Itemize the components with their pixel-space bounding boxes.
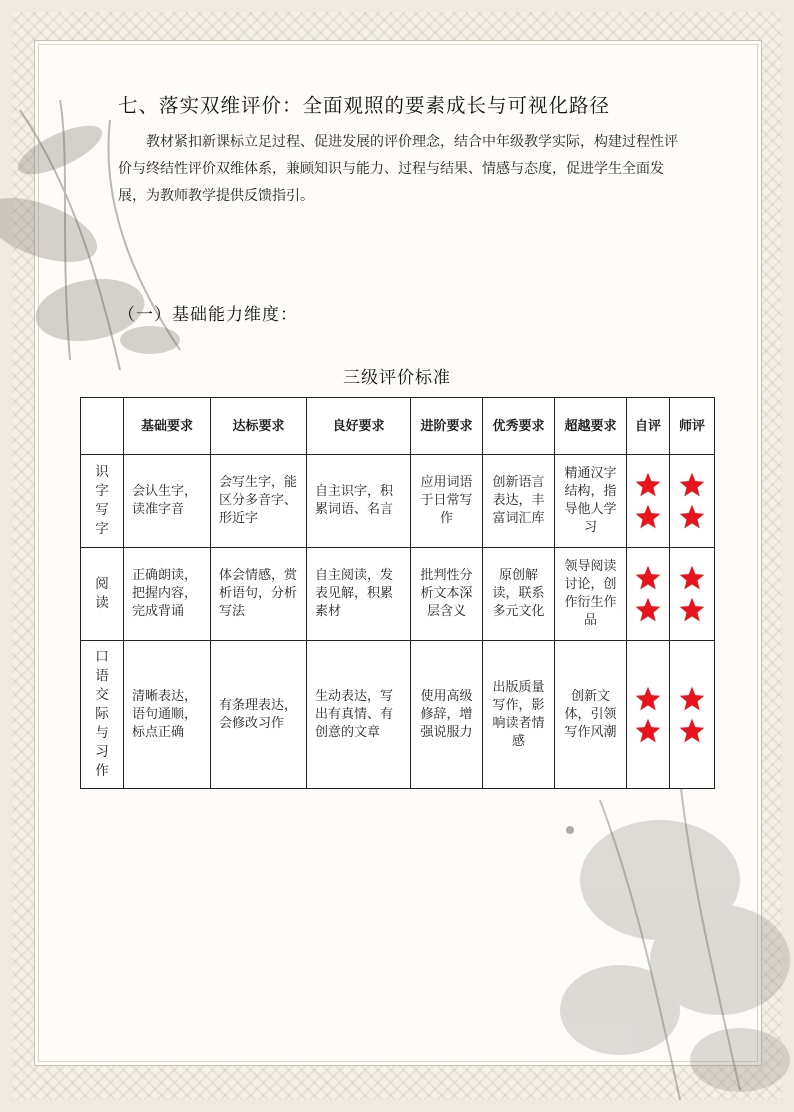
criteria-excellent: 创新语言表达，丰富词汇库 [483, 455, 555, 548]
header-teacher-eval: 师评 [670, 398, 715, 455]
criteria-advanced: 批判性分析文本深层含义 [411, 548, 483, 641]
star-rating [627, 685, 669, 745]
criteria-excellent: 出版质量写作，影响读者情感 [483, 641, 555, 789]
criteria-good: 自主识字，积累词语、名言 [307, 455, 411, 548]
dimension-label: 阅 读 [81, 548, 124, 641]
header-advanced: 进阶要求 [411, 398, 483, 455]
teacher-eval-rating [670, 641, 715, 789]
star-rating [627, 471, 669, 531]
star-icon [634, 471, 662, 499]
star-icon [634, 503, 662, 531]
star-icon [634, 685, 662, 713]
evaluation-table [80, 397, 715, 789]
criteria-beyond: 创新文体，引领写作风潮 [555, 641, 627, 789]
header-beyond: 超越要求 [555, 398, 627, 455]
criteria-good: 生动表达，写出有真情、有创意的文章 [307, 641, 411, 789]
star-icon [678, 685, 706, 713]
table-row [81, 641, 715, 789]
star-icon [634, 717, 662, 745]
self-eval-rating [627, 641, 670, 789]
intro-paragraph: 教材紧扣新课标立足过程、促进发展的评价理念，结合中年级教学实际，构建过程性评价与终结性评价双维体系，兼顾知识与能力、过程与结果、情感与态度，促进学生全面发展，为教师教学提供反馈指引。 [118, 134, 678, 204]
star-rating [670, 564, 714, 624]
criteria-beyond: 精通汉字结构，指导他人学习 [555, 455, 627, 548]
criteria-advanced: 应用词语于日常写作 [411, 455, 483, 548]
header-row [81, 398, 715, 455]
criteria-advanced: 使用高级修辞，增强说服力 [411, 641, 483, 789]
header-good: 良好要求 [307, 398, 411, 455]
table-caption: 三级评价标准 [343, 368, 451, 388]
criteria-good: 自主阅读，发表见解，积累素材 [307, 548, 411, 641]
criteria-excellent: 原创解读，联系多元文化 [483, 548, 555, 641]
criteria-basic: 会认生字，读准字音 [124, 455, 211, 548]
criteria-standard: 体会情感，赏析语句，分析写法 [211, 548, 307, 641]
header-cell-blank [81, 398, 124, 455]
teacher-eval-rating [670, 548, 715, 641]
criteria-basic: 清晰表达，语句通顺，标点正确 [124, 641, 211, 789]
star-icon [634, 564, 662, 592]
self-eval-rating [627, 548, 670, 641]
self-eval-rating [627, 455, 670, 548]
star-rating [627, 564, 669, 624]
header-excellent: 优秀要求 [483, 398, 555, 455]
table-row [81, 548, 715, 641]
table-row [81, 455, 715, 548]
star-icon [678, 596, 706, 624]
star-icon [678, 503, 706, 531]
dimension-label: 口 语 交 际 与 习 作 [81, 641, 124, 789]
criteria-standard: 会写生字，能区分多音字、形近字 [211, 455, 307, 548]
criteria-standard: 有条理表达，会修改习作 [211, 641, 307, 789]
star-icon [678, 564, 706, 592]
teacher-eval-rating [670, 455, 715, 548]
star-icon [678, 717, 706, 745]
criteria-beyond: 领导阅读讨论，创作衍生作品 [555, 548, 627, 641]
star-icon [678, 471, 706, 499]
header-standard: 达标要求 [211, 398, 307, 455]
header-self-eval: 自评 [627, 398, 670, 455]
star-rating [670, 471, 714, 531]
criteria-basic: 正确朗读，把握内容，完成背诵 [124, 548, 211, 641]
subsection-title: （一）基础能力维度： [118, 305, 298, 325]
header-basic: 基础要求 [124, 398, 211, 455]
section-title: 七、落实双维评价：全面观照的要素成长与可视化路径 [118, 94, 611, 117]
star-icon [634, 596, 662, 624]
star-rating [670, 685, 714, 745]
dimension-label: 识 字 写 字 [81, 455, 124, 548]
